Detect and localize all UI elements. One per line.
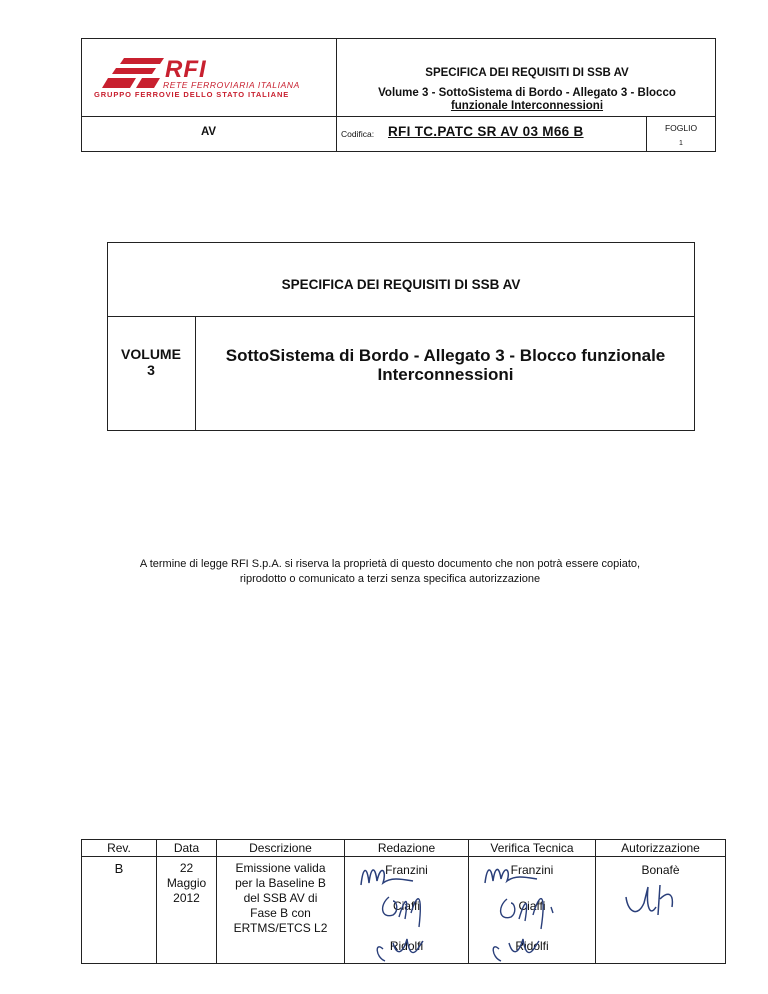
date-day: 22	[179, 861, 194, 875]
table-row	[82, 857, 726, 964]
header-divider	[336, 38, 337, 152]
description-line: Emissione valida	[235, 861, 326, 875]
verifica-name: Ridolfi	[515, 939, 549, 953]
header-subtitle	[350, 87, 704, 113]
redazione-name: Ridolfi	[389, 939, 424, 953]
header-subtitle-line1: Volume 3 - SottoSistema di Bordo - Allegato 3 - Blocco	[378, 87, 676, 99]
logo-tagline: RETE FERROVIARIA ITALIANA	[163, 80, 300, 90]
verifica-name: Franzini	[510, 863, 554, 877]
description-line: del SSB AV di	[243, 891, 318, 905]
header-area-label: AV	[200, 126, 217, 138]
col-header-verifica: Verifica Tecnica	[469, 840, 596, 857]
col-header-rev: Rev.	[82, 840, 157, 857]
document-subtitle	[196, 346, 695, 384]
header-divider	[81, 116, 716, 117]
date-year: 2012	[173, 891, 200, 905]
date-cell	[157, 857, 217, 964]
ownership-notice	[80, 557, 700, 587]
revision-table	[81, 839, 726, 964]
description-line: ERTMS/ETCS L2	[233, 921, 328, 935]
document-subtitle-line1: SottoSistema di Bordo - Allegato 3 - Blocco funzionale	[225, 346, 666, 365]
volume-word: VOLUME	[121, 346, 181, 362]
verifica-name: Ciaffi	[518, 899, 546, 913]
header-subtitle-line2: funzionale Interconnessioni	[450, 100, 604, 112]
col-header-data: Data	[157, 840, 217, 857]
verifica-cell	[469, 857, 596, 964]
codifica-value: RFI TC.PATC SR AV 03 M66 B	[388, 124, 584, 139]
description-cell	[217, 857, 345, 964]
col-header-autorizzazione: Autorizzazione	[596, 840, 726, 857]
volume-number: 3	[147, 362, 155, 378]
col-header-redazione: Redazione	[345, 840, 469, 857]
foglio-value: 1	[679, 140, 683, 147]
autorizzazione-cell	[596, 857, 726, 964]
redazione-name: Ciaffi	[392, 899, 421, 913]
header-title: SPECIFICA DEI REQUISITI DI SSB AV	[425, 67, 629, 79]
document-subtitle-line2: Interconnessioni	[377, 365, 514, 384]
description-line: Fase B con	[250, 906, 311, 920]
codifica-label: Codifica:	[341, 129, 375, 139]
autorizzazione-name: Bonafè	[641, 863, 680, 877]
revision-table-header	[82, 840, 726, 857]
logo-brand: RFI	[165, 56, 207, 83]
foglio-label: FOGLIO	[664, 123, 698, 133]
volume-label	[107, 346, 195, 378]
col-header-descrizione: Descrizione	[217, 840, 345, 857]
logo-group: GRUPPO FERROVIE DELLO STATO ITALIANE	[94, 90, 290, 99]
notice-line2: riprodotto o comunicato a terzi senza specifica autorizzazione	[239, 573, 541, 585]
redazione-cell	[345, 857, 469, 964]
description-line: per la Baseline B	[235, 876, 326, 890]
notice-line1: A termine di legge RFI S.p.A. si riserva la proprietà di questo documento che non potrà essere copiato,	[139, 558, 641, 570]
redazione-name: Franzini	[385, 863, 428, 877]
date-month: Maggio	[166, 876, 207, 890]
document-title: SPECIFICA DEI REQUISITI DI SSB AV	[281, 277, 521, 292]
rev-cell: B	[82, 857, 157, 964]
